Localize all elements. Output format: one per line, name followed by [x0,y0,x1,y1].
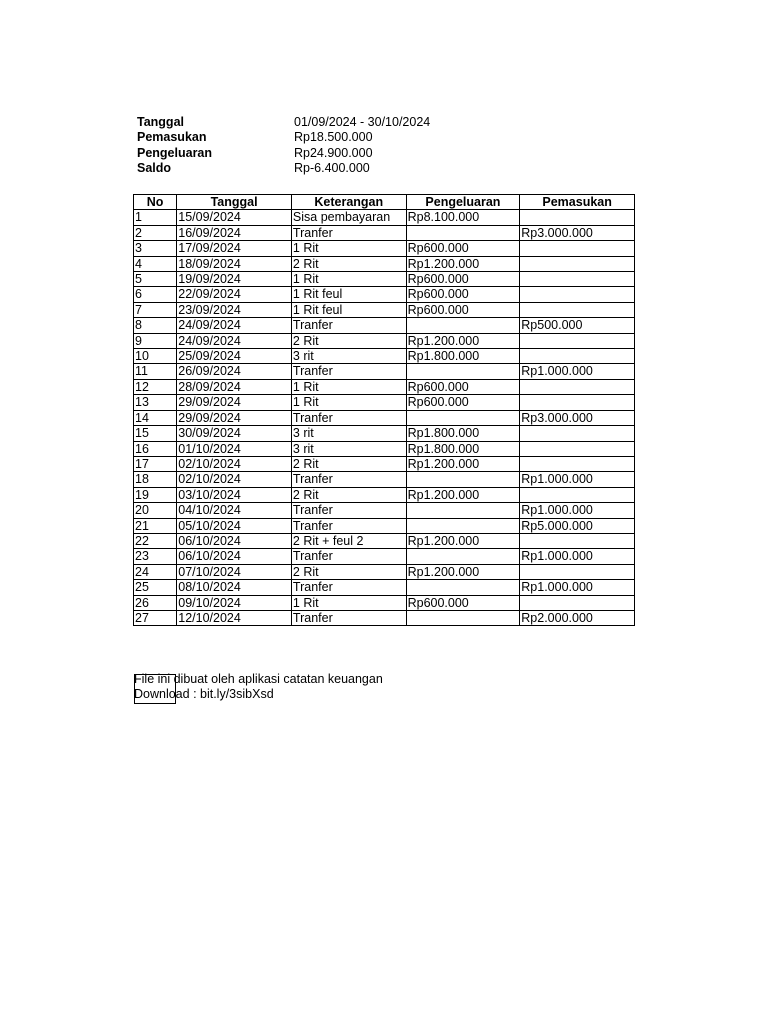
cell-description: 2 Rit [291,564,406,579]
cell-description: 3 rit [291,441,406,456]
cell-no: 18 [134,472,177,487]
cell-no: 20 [134,503,177,518]
cell-description: 2 Rit [291,487,406,502]
summary-value: Rp18.500.000 [294,130,373,145]
cell-date: 26/09/2024 [177,364,292,379]
cell-income: Rp1.000.000 [520,549,635,564]
cell-income: Rp500.000 [520,318,635,333]
cell-expense [406,549,520,564]
cell-expense: Rp600.000 [406,595,520,610]
cell-no: 16 [134,441,177,456]
cell-date: 09/10/2024 [177,595,292,610]
cell-income [520,256,635,271]
cell-no: 17 [134,456,177,471]
cell-expense: Rp600.000 [406,241,520,256]
cell-description: 3 rit [291,349,406,364]
cell-no: 5 [134,272,177,287]
table-header-row [134,195,635,210]
cell-expense: Rp1.200.000 [406,333,520,348]
cell-income [520,379,635,394]
cell-date: 28/09/2024 [177,379,292,394]
transactions-table [133,194,635,626]
cell-income: Rp3.000.000 [520,410,635,425]
cell-expense: Rp600.000 [406,272,520,287]
table-row [134,426,635,441]
table-row [134,441,635,456]
cell-description: 1 Rit [291,241,406,256]
cell-income [520,426,635,441]
cell-description: Tranfer [291,318,406,333]
cell-date: 03/10/2024 [177,487,292,502]
table-header [134,195,635,210]
cell-income [520,333,635,348]
cell-income [520,456,635,471]
cell-description: Sisa pembayaran [291,210,406,225]
cell-no: 27 [134,610,177,625]
table-row [134,210,635,225]
cell-income [520,533,635,548]
cell-expense: Rp1.200.000 [406,256,520,271]
cell-income [520,302,635,317]
cell-no: 6 [134,287,177,302]
cell-date: 01/10/2024 [177,441,292,456]
table-row [134,549,635,564]
cell-date: 06/10/2024 [177,549,292,564]
cell-description: Tranfer [291,410,406,425]
cell-expense [406,610,520,625]
summary-row-expense [137,146,430,161]
cell-expense [406,580,520,595]
cell-income [520,564,635,579]
cell-expense: Rp600.000 [406,379,520,394]
cell-date: 06/10/2024 [177,533,292,548]
cell-income: Rp1.000.000 [520,364,635,379]
cell-income [520,395,635,410]
cell-description: Tranfer [291,610,406,625]
table-row [134,610,635,625]
cell-expense: Rp8.100.000 [406,210,520,225]
cell-no: 12 [134,379,177,394]
table-row [134,241,635,256]
cell-description: Tranfer [291,225,406,240]
cell-expense: Rp600.000 [406,395,520,410]
cell-expense: Rp1.200.000 [406,456,520,471]
cell-no: 13 [134,395,177,410]
cell-no: 2 [134,225,177,240]
cell-date: 02/10/2024 [177,472,292,487]
table-row [134,533,635,548]
cell-expense [406,364,520,379]
table-row [134,364,635,379]
summary-label: Saldo [137,161,172,176]
table-row [134,272,635,287]
cell-expense [406,503,520,518]
cell-no: 8 [134,318,177,333]
table-row [134,487,635,502]
summary-label: Tanggal [137,115,184,129]
footer-line-app: File ini dibuat oleh aplikasi catatan keuangan [134,672,383,686]
table-row [134,349,635,364]
cell-description: 1 Rit [291,595,406,610]
cell-no: 21 [134,518,177,533]
cell-income: Rp2.000.000 [520,610,635,625]
table-row [134,518,635,533]
cell-expense: Rp600.000 [406,302,520,317]
cell-no: 26 [134,595,177,610]
table-row [134,318,635,333]
cell-income [520,595,635,610]
cell-no: 25 [134,580,177,595]
cell-date: 24/09/2024 [177,333,292,348]
summary-value: 01/09/2024 - 30/10/2024 [294,115,431,129]
cell-expense: Rp1.200.000 [406,533,520,548]
cell-date: 29/09/2024 [177,410,292,425]
header-income: Pemasukan [520,195,635,210]
cell-expense: Rp1.200.000 [406,564,520,579]
cell-date: 05/10/2024 [177,518,292,533]
cell-date: 15/09/2024 [177,210,292,225]
footer-line-download: Download : bit.ly/3sibXsd [134,687,274,702]
summary-row-income [137,130,430,145]
header-description: Keterangan [291,195,406,210]
cell-expense: Rp1.800.000 [406,349,520,364]
cell-date: 08/10/2024 [177,580,292,595]
cell-no: 3 [134,241,177,256]
cell-no: 14 [134,410,177,425]
cell-description: 3 rit [291,426,406,441]
cell-date: 02/10/2024 [177,456,292,471]
cell-date: 12/10/2024 [177,610,292,625]
cell-date: 24/09/2024 [177,318,292,333]
cell-description: 2 Rit + feul 2 [291,533,406,548]
table-row [134,503,635,518]
cell-income: Rp1.000.000 [520,503,635,518]
cell-expense [406,410,520,425]
cell-no: 11 [134,364,177,379]
cell-no: 10 [134,349,177,364]
cell-description: 2 Rit [291,333,406,348]
cell-date: 25/09/2024 [177,349,292,364]
cell-no: 23 [134,549,177,564]
cell-no: 22 [134,533,177,548]
cell-income [520,441,635,456]
cell-income [520,272,635,287]
cell-income [520,487,635,502]
summary-value: Rp24.900.000 [294,145,373,160]
table-row [134,456,635,471]
cell-no: 15 [134,426,177,441]
table-body [134,210,635,626]
summary-row-balance [137,161,430,176]
cell-expense: Rp1.800.000 [406,441,520,456]
cell-income [520,349,635,364]
table-row [134,395,635,410]
cell-description: 2 Rit [291,456,406,471]
cell-income [520,210,635,225]
cell-description: Tranfer [291,518,406,533]
table-row [134,225,635,240]
summary-row-date-range [137,115,430,130]
cell-date: 16/09/2024 [177,225,292,240]
cell-expense: Rp1.200.000 [406,487,520,502]
table-row [134,580,635,595]
cell-no: 24 [134,564,177,579]
cell-description: Tranfer [291,503,406,518]
summary-value: Rp-6.400.000 [294,161,370,176]
cell-income: Rp1.000.000 [520,580,635,595]
cell-description: Tranfer [291,549,406,564]
table-row [134,472,635,487]
cell-description: 1 Rit feul [291,302,406,317]
cell-expense [406,518,520,533]
summary-label: Pemasukan [137,130,207,145]
cell-expense [406,472,520,487]
cell-date: 22/09/2024 [177,287,292,302]
cell-date: 17/09/2024 [177,241,292,256]
table-row [134,287,635,302]
cell-expense [406,318,520,333]
cell-income: Rp1.000.000 [520,472,635,487]
cell-date: 19/09/2024 [177,272,292,287]
cell-income: Rp3.000.000 [520,225,635,240]
cell-description: 1 Rit feul [291,287,406,302]
summary-label: Pengeluaran [137,145,213,160]
cell-no: 4 [134,256,177,271]
cell-date: 18/09/2024 [177,256,292,271]
cell-income [520,287,635,302]
table-row [134,595,635,610]
cell-description: 2 Rit [291,256,406,271]
cell-description: Tranfer [291,580,406,595]
table-row [134,410,635,425]
cell-description: Tranfer [291,364,406,379]
footer-frame [134,674,176,704]
cell-description: Tranfer [291,472,406,487]
cell-date: 23/09/2024 [177,302,292,317]
cell-expense: Rp1.800.000 [406,426,520,441]
cell-income: Rp5.000.000 [520,518,635,533]
cell-date: 07/10/2024 [177,564,292,579]
table-row [134,302,635,317]
cell-date: 04/10/2024 [177,503,292,518]
cell-expense [406,225,520,240]
table-row [134,379,635,394]
table-row [134,256,635,271]
header-date: Tanggal [177,195,292,210]
cell-no: 7 [134,302,177,317]
cell-no: 19 [134,487,177,502]
cell-description: 1 Rit [291,272,406,287]
cell-date: 30/09/2024 [177,426,292,441]
header-no: No [134,195,177,210]
summary-block [137,115,430,177]
cell-date: 29/09/2024 [177,395,292,410]
cell-income [520,241,635,256]
cell-no: 1 [134,210,177,225]
cell-description: 1 Rit [291,379,406,394]
header-expense: Pengeluaran [406,195,520,210]
cell-no: 9 [134,333,177,348]
cell-description: 1 Rit [291,395,406,410]
table-row [134,333,635,348]
table-row [134,564,635,579]
cell-expense: Rp600.000 [406,287,520,302]
